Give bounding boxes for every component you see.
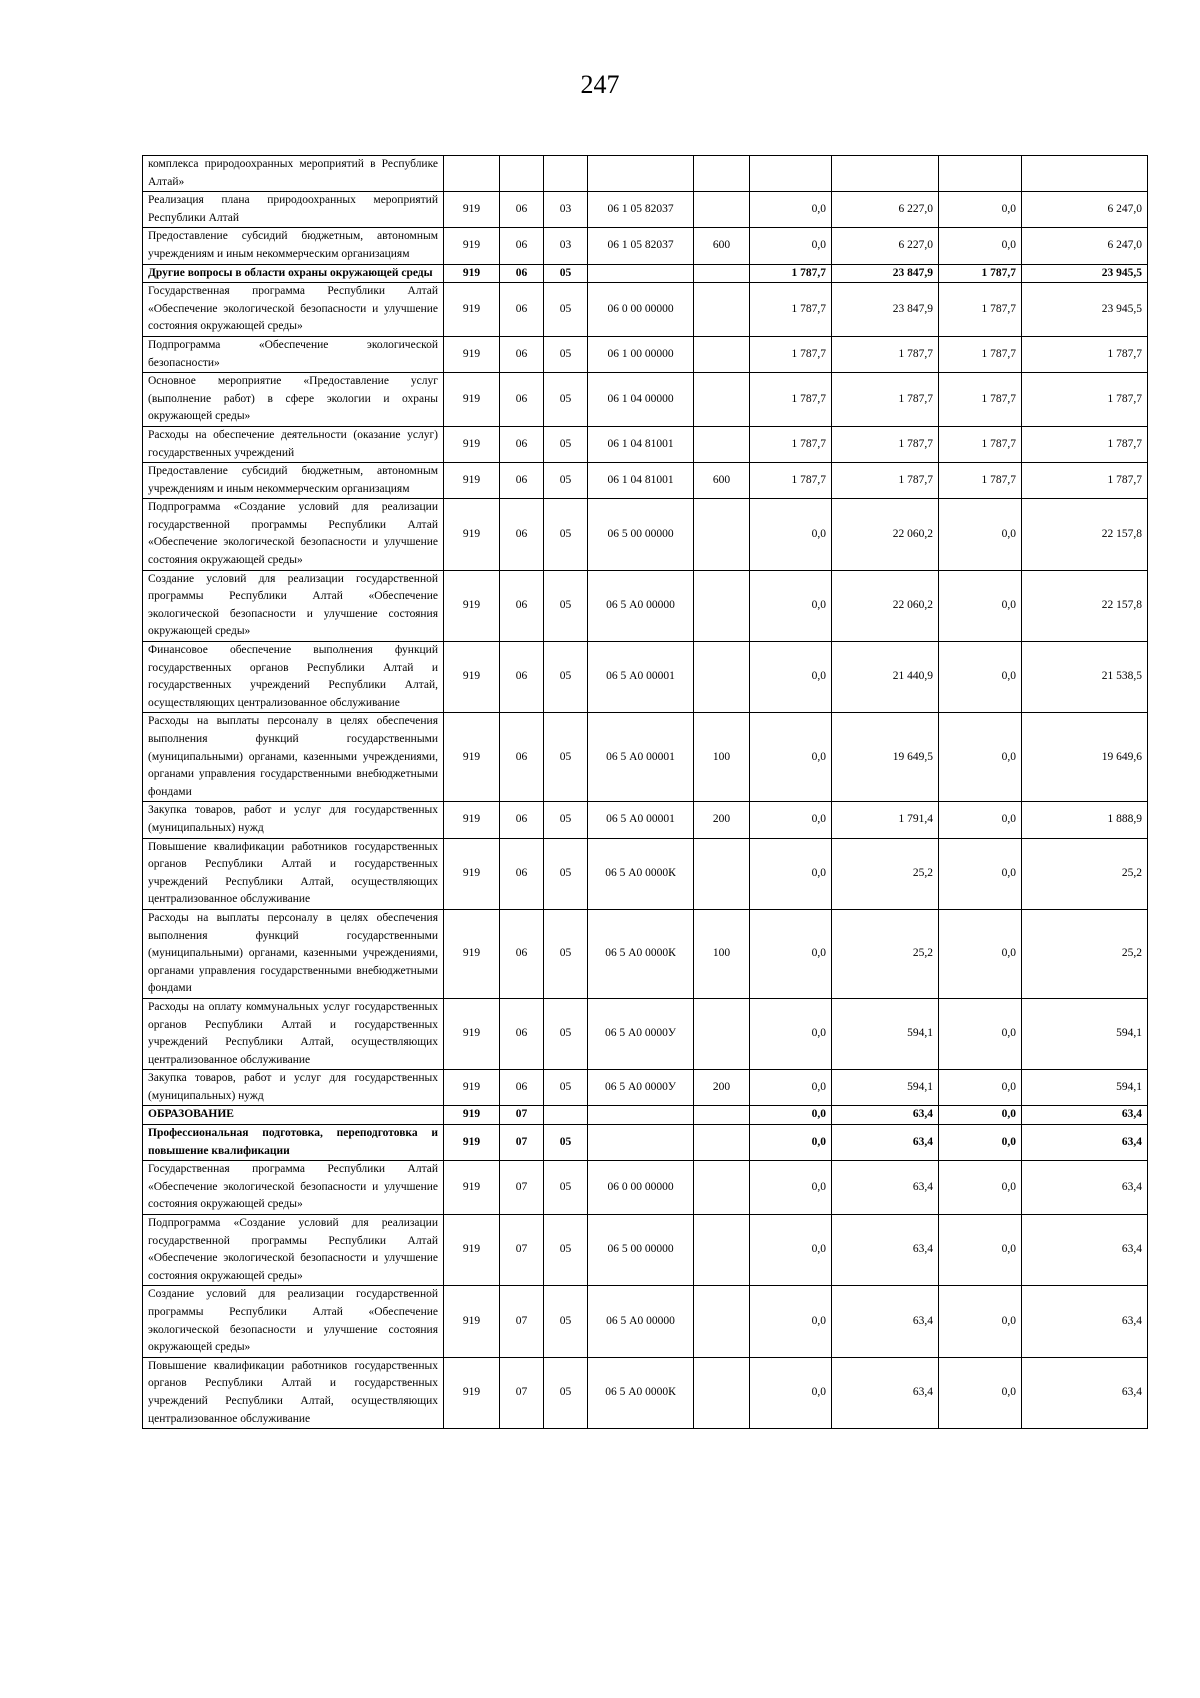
row-name-cell: Закупка товаров, работ и услуг для государственных (муниципальных) нужд bbox=[143, 1070, 444, 1106]
amount-2-cell: 63,4 bbox=[832, 1286, 939, 1357]
amount-4-cell: 25,2 bbox=[1022, 838, 1148, 909]
target-article-cell: 06 5 А0 0000К bbox=[588, 838, 694, 909]
subsection-cell: 05 bbox=[544, 1286, 588, 1357]
amount-4-cell: 19 649,6 bbox=[1022, 713, 1148, 802]
amount-3-cell: 0,0 bbox=[939, 1161, 1022, 1215]
amount-4-cell: 22 157,8 bbox=[1022, 499, 1148, 570]
section-cell: 07 bbox=[500, 1286, 544, 1357]
table-row bbox=[143, 1070, 1148, 1106]
section-cell: 07 bbox=[500, 1125, 544, 1161]
amount-3-cell: 1 787,7 bbox=[939, 283, 1022, 337]
table-row bbox=[143, 1357, 1148, 1428]
section-cell: 06 bbox=[500, 499, 544, 570]
expense-type-cell bbox=[694, 838, 750, 909]
amount-4-cell: 1 787,7 bbox=[1022, 336, 1148, 372]
section-cell: 06 bbox=[500, 642, 544, 713]
amount-1-cell: 0,0 bbox=[750, 909, 832, 998]
subsection-cell: 05 bbox=[544, 909, 588, 998]
table-row bbox=[143, 336, 1148, 372]
amount-1-cell: 0,0 bbox=[750, 713, 832, 802]
subsection-cell: 05 bbox=[544, 838, 588, 909]
target-article-cell: 06 5 А0 00001 bbox=[588, 802, 694, 838]
amount-3-cell: 0,0 bbox=[939, 998, 1022, 1069]
grbs-cell: 919 bbox=[444, 426, 500, 462]
subsection-cell: 05 bbox=[544, 283, 588, 337]
row-name-cell: Повышение квалификации работников государственных органов Республики Алтай и государственных учреждений Республики Алтай, осуществляющих централизованное обслуживание bbox=[143, 838, 444, 909]
amount-1-cell: 0,0 bbox=[750, 1215, 832, 1286]
amount-2-cell: 25,2 bbox=[832, 838, 939, 909]
amount-2-cell: 63,4 bbox=[832, 1106, 939, 1125]
row-name-cell: Повышение квалификации работников государственных органов Республики Алтай и государственных учреждений Республики Алтай, осуществляющих централизованное обслуживание bbox=[143, 1357, 444, 1428]
amount-3-cell bbox=[939, 156, 1022, 192]
amount-2-cell: 1 787,7 bbox=[832, 373, 939, 427]
grbs-cell: 919 bbox=[444, 570, 500, 641]
row-name-cell: Государственная программа Республики Алтай «Обеспечение экологической безопасности и улучшение состояния окружающей среды» bbox=[143, 1161, 444, 1215]
expense-type-cell bbox=[694, 1215, 750, 1286]
row-name-cell: Другие вопросы в области охраны окружающей среды bbox=[143, 264, 444, 283]
amount-2-cell: 63,4 bbox=[832, 1161, 939, 1215]
expense-type-cell bbox=[694, 264, 750, 283]
amount-3-cell: 0,0 bbox=[939, 838, 1022, 909]
expense-type-cell bbox=[694, 156, 750, 192]
section-cell: 07 bbox=[500, 1106, 544, 1125]
amount-4-cell: 63,4 bbox=[1022, 1125, 1148, 1161]
table-row bbox=[143, 264, 1148, 283]
row-name-cell: Создание условий для реализации государственной программы Республики Алтай «Обеспечение экологической безопасности и улучшение состояния окружающей среды» bbox=[143, 570, 444, 641]
amount-2-cell: 63,4 bbox=[832, 1215, 939, 1286]
amount-2-cell: 23 847,9 bbox=[832, 264, 939, 283]
amount-4-cell: 63,4 bbox=[1022, 1106, 1148, 1125]
amount-4-cell: 22 157,8 bbox=[1022, 570, 1148, 641]
target-article-cell bbox=[588, 264, 694, 283]
section-cell: 06 bbox=[500, 463, 544, 499]
row-name-cell: Предоставление субсидий бюджетным, автономным учреждениям и иным некоммерческим организациям bbox=[143, 463, 444, 499]
grbs-cell bbox=[444, 156, 500, 192]
amount-2-cell: 594,1 bbox=[832, 998, 939, 1069]
grbs-cell: 919 bbox=[444, 373, 500, 427]
section-cell: 07 bbox=[500, 1161, 544, 1215]
amount-4-cell: 23 945,5 bbox=[1022, 264, 1148, 283]
subsection-cell: 05 bbox=[544, 264, 588, 283]
amount-1-cell: 0,0 bbox=[750, 570, 832, 641]
row-name-cell: Закупка товаров, работ и услуг для государственных (муниципальных) нужд bbox=[143, 802, 444, 838]
row-name-cell: Реализация плана природоохранных мероприятий Республики Алтай bbox=[143, 192, 444, 228]
amount-2-cell: 594,1 bbox=[832, 1070, 939, 1106]
expense-type-cell: 100 bbox=[694, 909, 750, 998]
subsection-cell: 05 bbox=[544, 336, 588, 372]
section-cell: 06 bbox=[500, 802, 544, 838]
amount-4-cell: 25,2 bbox=[1022, 909, 1148, 998]
subsection-cell: 05 bbox=[544, 1161, 588, 1215]
subsection-cell: 05 bbox=[544, 426, 588, 462]
amount-1-cell: 1 787,7 bbox=[750, 373, 832, 427]
section-cell: 06 bbox=[500, 264, 544, 283]
section-cell: 06 bbox=[500, 570, 544, 641]
table-row bbox=[143, 998, 1148, 1069]
grbs-cell: 919 bbox=[444, 1106, 500, 1125]
subsection-cell: 05 bbox=[544, 713, 588, 802]
section-cell: 06 bbox=[500, 1070, 544, 1106]
amount-3-cell: 0,0 bbox=[939, 909, 1022, 998]
grbs-cell: 919 bbox=[444, 499, 500, 570]
table-row bbox=[143, 642, 1148, 713]
row-name-cell: комплекса природоохранных мероприятий в Республике Алтай» bbox=[143, 156, 444, 192]
subsection-cell: 05 bbox=[544, 463, 588, 499]
amount-2-cell: 1 791,4 bbox=[832, 802, 939, 838]
section-cell: 06 bbox=[500, 426, 544, 462]
target-article-cell: 06 5 А0 0000У bbox=[588, 1070, 694, 1106]
grbs-cell: 919 bbox=[444, 264, 500, 283]
amount-2-cell: 6 227,0 bbox=[832, 192, 939, 228]
expense-type-cell bbox=[694, 1125, 750, 1161]
grbs-cell: 919 bbox=[444, 1357, 500, 1428]
grbs-cell: 919 bbox=[444, 1215, 500, 1286]
amount-1-cell: 0,0 bbox=[750, 1070, 832, 1106]
table-row bbox=[143, 426, 1148, 462]
amount-2-cell: 1 787,7 bbox=[832, 463, 939, 499]
subsection-cell: 05 bbox=[544, 1357, 588, 1428]
amount-2-cell: 23 847,9 bbox=[832, 283, 939, 337]
row-name-cell: Подпрограмма «Создание условий для реализации государственной программы Республики Алтай «Обеспечение экологической безопасности и улучшение состояния окружающей среды» bbox=[143, 499, 444, 570]
grbs-cell: 919 bbox=[444, 463, 500, 499]
expense-type-cell bbox=[694, 426, 750, 462]
amount-3-cell: 0,0 bbox=[939, 1286, 1022, 1357]
amount-2-cell: 19 649,5 bbox=[832, 713, 939, 802]
amount-3-cell: 0,0 bbox=[939, 192, 1022, 228]
section-cell: 06 bbox=[500, 336, 544, 372]
amount-1-cell: 0,0 bbox=[750, 1125, 832, 1161]
amount-2-cell: 63,4 bbox=[832, 1125, 939, 1161]
target-article-cell: 06 1 00 00000 bbox=[588, 336, 694, 372]
expense-type-cell bbox=[694, 1106, 750, 1125]
table-row bbox=[143, 1286, 1148, 1357]
amount-2-cell: 6 227,0 bbox=[832, 228, 939, 264]
table-row bbox=[143, 1215, 1148, 1286]
subsection-cell: 05 bbox=[544, 499, 588, 570]
target-article-cell: 06 5 А0 00000 bbox=[588, 570, 694, 641]
subsection-cell bbox=[544, 1106, 588, 1125]
row-name-cell: Расходы на обеспечение деятельности (оказание услуг) государственных учреждений bbox=[143, 426, 444, 462]
amount-3-cell: 0,0 bbox=[939, 1106, 1022, 1125]
table-row bbox=[143, 228, 1148, 264]
section-cell: 06 bbox=[500, 228, 544, 264]
target-article-cell: 06 1 04 00000 bbox=[588, 373, 694, 427]
amount-4-cell: 6 247,0 bbox=[1022, 192, 1148, 228]
target-article-cell: 06 5 А0 00001 bbox=[588, 642, 694, 713]
amount-3-cell: 1 787,7 bbox=[939, 264, 1022, 283]
amount-1-cell: 0,0 bbox=[750, 1357, 832, 1428]
amount-1-cell: 1 787,7 bbox=[750, 264, 832, 283]
amount-3-cell: 0,0 bbox=[939, 499, 1022, 570]
amount-1-cell: 0,0 bbox=[750, 1106, 832, 1125]
amount-4-cell: 1 787,7 bbox=[1022, 426, 1148, 462]
amount-3-cell: 1 787,7 bbox=[939, 373, 1022, 427]
amount-1-cell: 1 787,7 bbox=[750, 336, 832, 372]
row-name-cell: Основное мероприятие «Предоставление услуг (выполнение работ) в сфере экологии и охраны окружающей среды» bbox=[143, 373, 444, 427]
target-article-cell: 06 5 А0 0000К bbox=[588, 909, 694, 998]
subsection-cell: 05 bbox=[544, 1215, 588, 1286]
grbs-cell: 919 bbox=[444, 192, 500, 228]
target-article-cell: 06 5 А0 00001 bbox=[588, 713, 694, 802]
table-row bbox=[143, 1125, 1148, 1161]
table-row bbox=[143, 192, 1148, 228]
table-row bbox=[143, 1106, 1148, 1125]
amount-3-cell: 0,0 bbox=[939, 642, 1022, 713]
grbs-cell: 919 bbox=[444, 838, 500, 909]
expense-type-cell: 600 bbox=[694, 228, 750, 264]
section-cell: 06 bbox=[500, 373, 544, 427]
amount-1-cell: 0,0 bbox=[750, 642, 832, 713]
target-article-cell: 06 0 00 00000 bbox=[588, 1161, 694, 1215]
amount-1-cell: 1 787,7 bbox=[750, 463, 832, 499]
subsection-cell: 05 bbox=[544, 998, 588, 1069]
amount-1-cell: 1 787,7 bbox=[750, 426, 832, 462]
amount-2-cell: 63,4 bbox=[832, 1357, 939, 1428]
table-row bbox=[143, 499, 1148, 570]
section-cell: 07 bbox=[500, 1215, 544, 1286]
amount-3-cell: 0,0 bbox=[939, 1357, 1022, 1428]
subsection-cell: 05 bbox=[544, 373, 588, 427]
section-cell bbox=[500, 156, 544, 192]
grbs-cell: 919 bbox=[444, 228, 500, 264]
row-name-cell: Предоставление субсидий бюджетным, автономным учреждениям и иным некоммерческим организациям bbox=[143, 228, 444, 264]
table-row bbox=[143, 909, 1148, 998]
expense-type-cell bbox=[694, 570, 750, 641]
row-name-cell: Расходы на выплаты персоналу в целях обеспечения выполнения функций государственными (муниципальными) органами, казенными учреждениями, органами управления государственными внебюджетными фондами bbox=[143, 713, 444, 802]
section-cell: 06 bbox=[500, 909, 544, 998]
amount-3-cell: 0,0 bbox=[939, 1070, 1022, 1106]
amount-4-cell: 1 787,7 bbox=[1022, 373, 1148, 427]
amount-1-cell: 1 787,7 bbox=[750, 283, 832, 337]
amount-4-cell: 6 247,0 bbox=[1022, 228, 1148, 264]
target-article-cell: 06 1 04 81001 bbox=[588, 463, 694, 499]
amount-4-cell: 63,4 bbox=[1022, 1357, 1148, 1428]
budget-table bbox=[142, 155, 1148, 1429]
subsection-cell: 03 bbox=[544, 228, 588, 264]
amount-1-cell: 0,0 bbox=[750, 228, 832, 264]
section-cell: 06 bbox=[500, 838, 544, 909]
amount-4-cell: 63,4 bbox=[1022, 1286, 1148, 1357]
grbs-cell: 919 bbox=[444, 998, 500, 1069]
section-cell: 06 bbox=[500, 713, 544, 802]
grbs-cell: 919 bbox=[444, 802, 500, 838]
target-article-cell bbox=[588, 1125, 694, 1161]
table-row bbox=[143, 838, 1148, 909]
row-name-cell: ОБРАЗОВАНИЕ bbox=[143, 1106, 444, 1125]
amount-2-cell bbox=[832, 156, 939, 192]
amount-4-cell: 23 945,5 bbox=[1022, 283, 1148, 337]
table-row bbox=[143, 463, 1148, 499]
amount-3-cell: 0,0 bbox=[939, 1215, 1022, 1286]
amount-4-cell: 594,1 bbox=[1022, 1070, 1148, 1106]
row-name-cell: Подпрограмма «Обеспечение экологической безопасности» bbox=[143, 336, 444, 372]
amount-4-cell: 594,1 bbox=[1022, 998, 1148, 1069]
table-row bbox=[143, 283, 1148, 337]
amount-2-cell: 22 060,2 bbox=[832, 570, 939, 641]
row-name-cell: Государственная программа Республики Алтай «Обеспечение экологической безопасности и улучшение состояния окружающей среды» bbox=[143, 283, 444, 337]
grbs-cell: 919 bbox=[444, 283, 500, 337]
amount-4-cell: 63,4 bbox=[1022, 1161, 1148, 1215]
subsection-cell: 05 bbox=[544, 642, 588, 713]
target-article-cell: 06 5 А0 0000У bbox=[588, 998, 694, 1069]
target-article-cell: 06 5 А0 0000К bbox=[588, 1357, 694, 1428]
grbs-cell: 919 bbox=[444, 1161, 500, 1215]
amount-3-cell: 0,0 bbox=[939, 713, 1022, 802]
row-name-cell: Профессиональная подготовка, переподготовка и повышение квалификации bbox=[143, 1125, 444, 1161]
expense-type-cell bbox=[694, 283, 750, 337]
amount-2-cell: 25,2 bbox=[832, 909, 939, 998]
amount-4-cell: 1 888,9 bbox=[1022, 802, 1148, 838]
amount-3-cell: 1 787,7 bbox=[939, 463, 1022, 499]
amount-3-cell: 0,0 bbox=[939, 570, 1022, 641]
row-name-cell: Расходы на оплату коммунальных услуг государственных органов Республики Алтай и государственных учреждений Республики Алтай, осуществляющих централизованное обслуживание bbox=[143, 998, 444, 1069]
amount-4-cell: 63,4 bbox=[1022, 1215, 1148, 1286]
amount-4-cell: 21 538,5 bbox=[1022, 642, 1148, 713]
amount-1-cell bbox=[750, 156, 832, 192]
grbs-cell: 919 bbox=[444, 1125, 500, 1161]
table-row bbox=[143, 156, 1148, 192]
subsection-cell: 05 bbox=[544, 1125, 588, 1161]
expense-type-cell bbox=[694, 1161, 750, 1215]
amount-1-cell: 0,0 bbox=[750, 1161, 832, 1215]
target-article-cell: 06 1 05 82037 bbox=[588, 228, 694, 264]
amount-3-cell: 1 787,7 bbox=[939, 426, 1022, 462]
amount-2-cell: 21 440,9 bbox=[832, 642, 939, 713]
section-cell: 06 bbox=[500, 998, 544, 1069]
expense-type-cell: 100 bbox=[694, 713, 750, 802]
target-article-cell: 06 5 А0 00000 bbox=[588, 1286, 694, 1357]
amount-1-cell: 0,0 bbox=[750, 499, 832, 570]
amount-4-cell: 1 787,7 bbox=[1022, 463, 1148, 499]
target-article-cell bbox=[588, 156, 694, 192]
section-cell: 07 bbox=[500, 1357, 544, 1428]
expense-type-cell bbox=[694, 192, 750, 228]
amount-1-cell: 0,0 bbox=[750, 838, 832, 909]
target-article-cell: 06 1 05 82037 bbox=[588, 192, 694, 228]
subsection-cell: 05 bbox=[544, 802, 588, 838]
amount-4-cell bbox=[1022, 156, 1148, 192]
table-row bbox=[143, 1161, 1148, 1215]
subsection-cell bbox=[544, 156, 588, 192]
amount-3-cell: 0,0 bbox=[939, 228, 1022, 264]
expense-type-cell bbox=[694, 499, 750, 570]
amount-2-cell: 1 787,7 bbox=[832, 336, 939, 372]
row-name-cell: Финансовое обеспечение выполнения функций государственных органов Республики Алтай и государственных учреждений Республики Алтай, осуществляющих централизованное обслуживание bbox=[143, 642, 444, 713]
table-row bbox=[143, 713, 1148, 802]
amount-2-cell: 1 787,7 bbox=[832, 426, 939, 462]
subsection-cell: 05 bbox=[544, 570, 588, 641]
target-article-cell bbox=[588, 1106, 694, 1125]
expense-type-cell bbox=[694, 373, 750, 427]
expense-type-cell bbox=[694, 1357, 750, 1428]
expense-type-cell bbox=[694, 1286, 750, 1357]
amount-3-cell: 1 787,7 bbox=[939, 336, 1022, 372]
grbs-cell: 919 bbox=[444, 1070, 500, 1106]
expense-type-cell bbox=[694, 998, 750, 1069]
expense-type-cell: 200 bbox=[694, 1070, 750, 1106]
table-row bbox=[143, 373, 1148, 427]
grbs-cell: 919 bbox=[444, 336, 500, 372]
target-article-cell: 06 5 00 00000 bbox=[588, 1215, 694, 1286]
row-name-cell: Расходы на выплаты персоналу в целях обеспечения выполнения функций государственными (муниципальными) органами, казенными учреждениями, органами управления государственными внебюджетными фондами bbox=[143, 909, 444, 998]
grbs-cell: 919 bbox=[444, 909, 500, 998]
grbs-cell: 919 bbox=[444, 1286, 500, 1357]
amount-1-cell: 0,0 bbox=[750, 192, 832, 228]
expense-type-cell: 200 bbox=[694, 802, 750, 838]
table-row bbox=[143, 570, 1148, 641]
amount-2-cell: 22 060,2 bbox=[832, 499, 939, 570]
amount-1-cell: 0,0 bbox=[750, 802, 832, 838]
expense-type-cell bbox=[694, 642, 750, 713]
expense-type-cell: 600 bbox=[694, 463, 750, 499]
table-row bbox=[143, 802, 1148, 838]
page-number: 247 bbox=[580, 70, 620, 99]
amount-1-cell: 0,0 bbox=[750, 1286, 832, 1357]
amount-3-cell: 0,0 bbox=[939, 1125, 1022, 1161]
subsection-cell: 05 bbox=[544, 1070, 588, 1106]
table-body bbox=[143, 156, 1148, 1429]
target-article-cell: 06 0 00 00000 bbox=[588, 283, 694, 337]
subsection-cell: 03 bbox=[544, 192, 588, 228]
amount-3-cell: 0,0 bbox=[939, 802, 1022, 838]
row-name-cell: Создание условий для реализации государственной программы Республики Алтай «Обеспечение экологической безопасности и улучшение состояния окружающей среды» bbox=[143, 1286, 444, 1357]
grbs-cell: 919 bbox=[444, 713, 500, 802]
target-article-cell: 06 1 04 81001 bbox=[588, 426, 694, 462]
row-name-cell: Подпрограмма «Создание условий для реализации государственной программы Республики Алтай «Обеспечение экологической безопасности и улучшение состояния окружающей среды» bbox=[143, 1215, 444, 1286]
target-article-cell: 06 5 00 00000 bbox=[588, 499, 694, 570]
section-cell: 06 bbox=[500, 192, 544, 228]
section-cell: 06 bbox=[500, 283, 544, 337]
expense-type-cell bbox=[694, 336, 750, 372]
amount-1-cell: 0,0 bbox=[750, 998, 832, 1069]
grbs-cell: 919 bbox=[444, 642, 500, 713]
